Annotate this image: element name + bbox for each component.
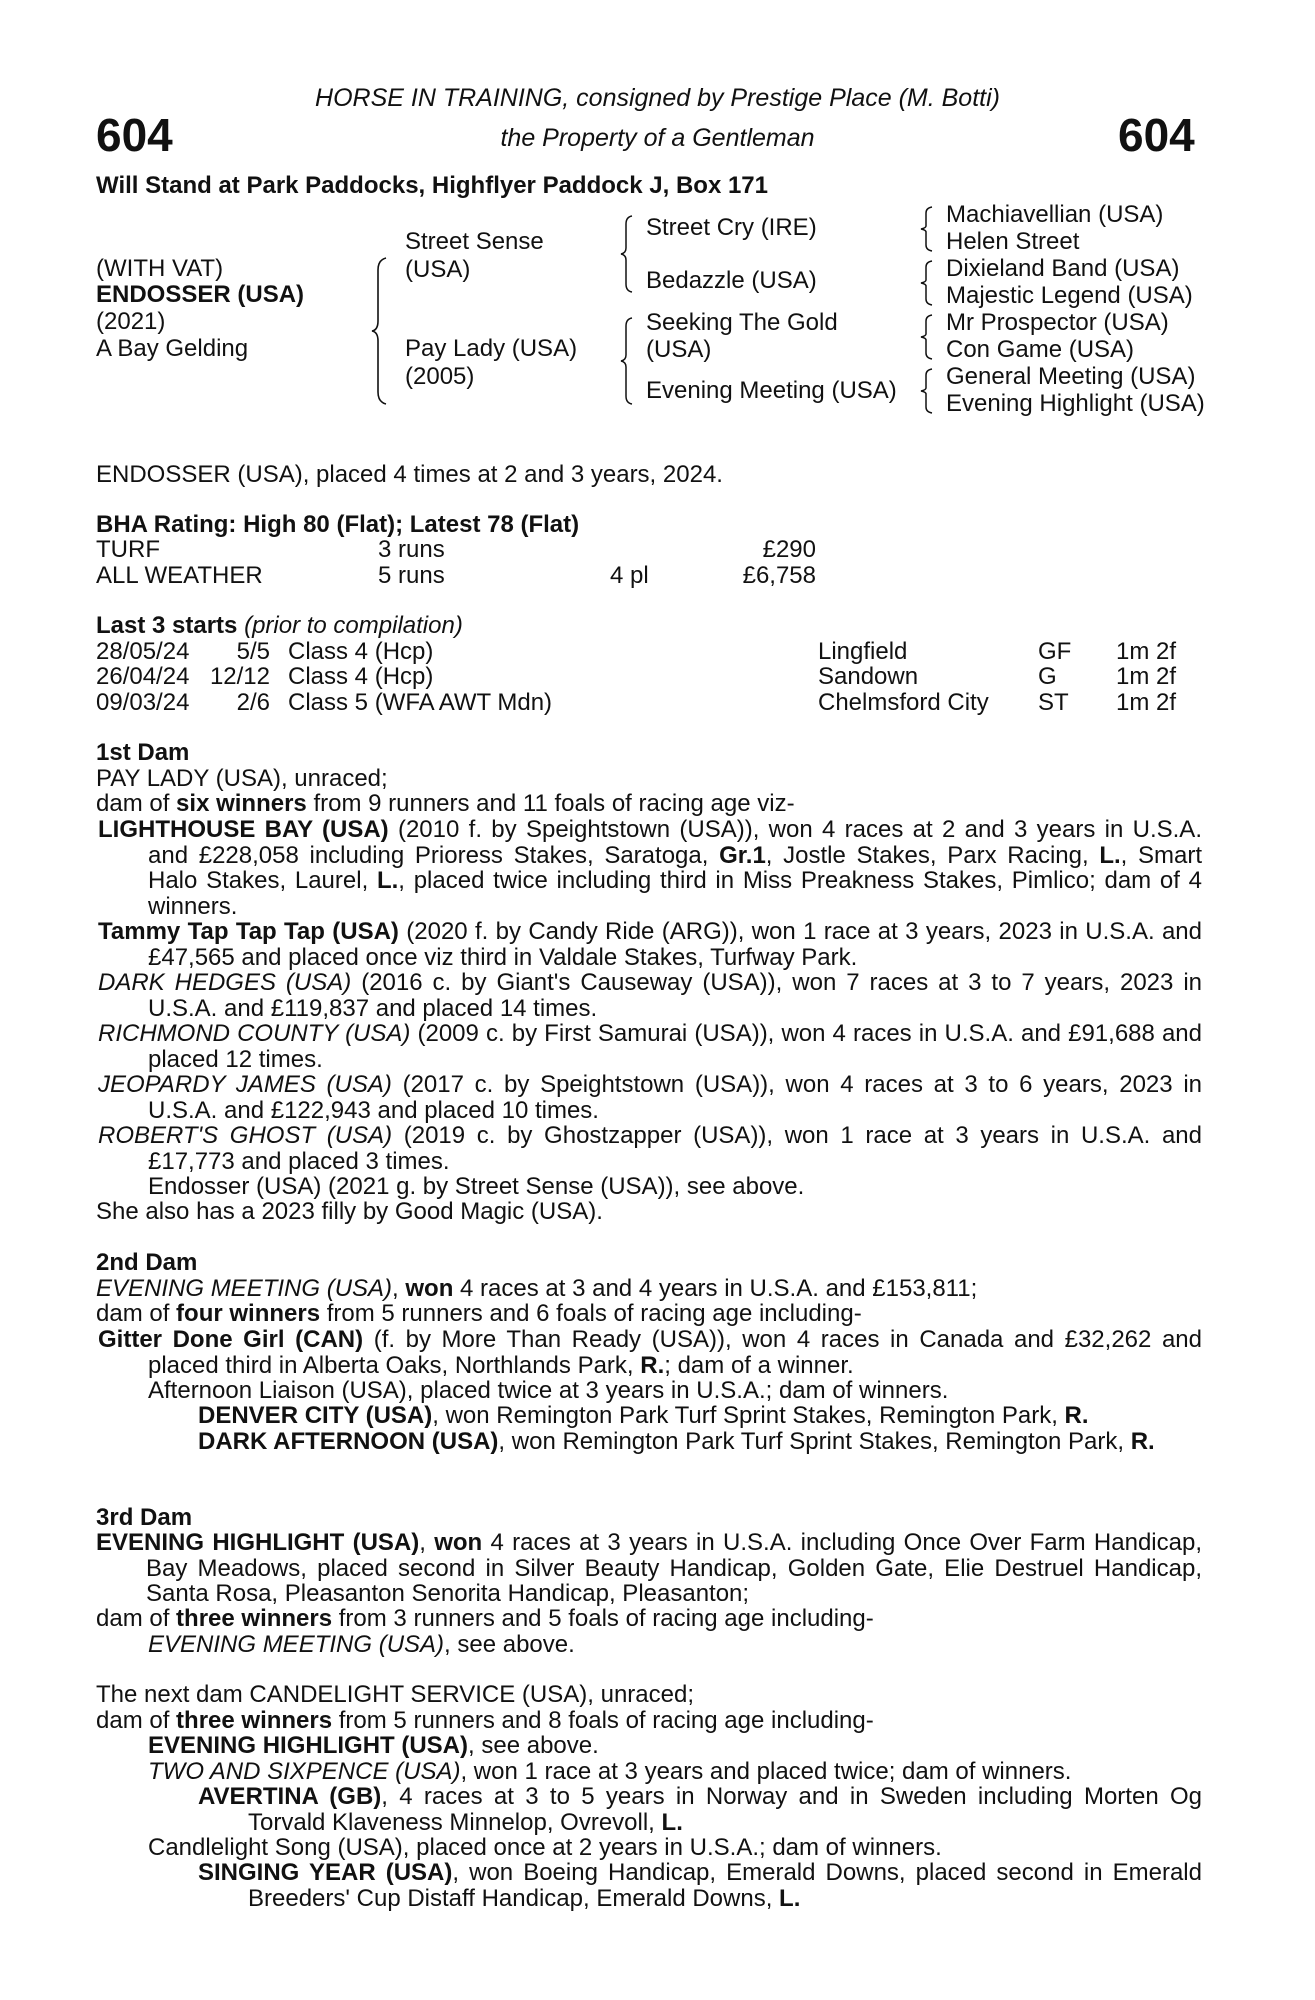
rating-runs: 3 runs	[378, 536, 445, 563]
start-race: Class 4 (Hcp)	[288, 638, 434, 665]
pedigree-gen3-4: Majestic Legend (USA)	[946, 282, 1193, 309]
pedigree-gen3-5: Mr Prospector (USA)	[946, 309, 1169, 336]
rating-placed: 4 pl	[610, 562, 649, 589]
dam-produce-summary: dam of four winners from 5 runners and 6 foals of racing age including-	[96, 1300, 862, 1327]
produce-entry: DENVER CITY (USA), won Remington Park Turf Sprint Stakes, Remington Park, R.	[198, 1402, 1089, 1429]
pedigree-brace-g2	[920, 259, 934, 307]
start-position: 5/5	[236, 638, 270, 665]
produce-entry: JEOPARDY JAMES (USA) (2017 c. by Speightstown (USA)), won 4 races at 3 to 6 years, 2023 in U.S.A. and £122,943 and placed 10 times.	[98, 1071, 1202, 1124]
produce-entry: SINGING YEAR (USA), won Boeing Handicap, Emerald Downs, placed second in Emerald Breeders' Cup Distaff Handicap, Emerald Downs, L.	[198, 1859, 1202, 1912]
start-distance: 1m 2f	[1116, 689, 1177, 716]
rating-surface: ALL WEATHER	[96, 562, 263, 589]
produce-entry: EVENING MEETING (USA), see above.	[148, 1631, 575, 1658]
pedigree-brace-g1	[920, 205, 934, 253]
rating-runs: 5 runs	[378, 562, 445, 589]
start-course: Lingfield	[818, 638, 908, 665]
start-date: 26/04/24	[96, 663, 190, 690]
pedigree-gen3-2: Helen Street	[946, 228, 1080, 255]
rating-prize: £290	[762, 536, 816, 563]
produce-entry: AVERTINA (GB), 4 races at 3 to 5 years in Norway and in Sweden including Morten Og Torvald Klaveness Minnelop, Ovrevoll, L.	[198, 1783, 1202, 1836]
produce-entry: TWO AND SIXPENCE (USA), won 1 race at 3 years and placed twice; dam of winners.	[148, 1758, 1072, 1785]
produce-entry: RICHMOND COUNTY (USA) (2009 c. by First Samurai (USA)), won 4 races in U.S.A. and £91,688 and placed 12 times.	[98, 1020, 1202, 1073]
rating-prize: £6,758	[742, 562, 816, 589]
produce-entry: Tammy Tap Tap Tap (USA) (2020 f. by Candy Ride (ARG)), won 1 race at 3 years, 2023 in U.S.A. and £47,565 and placed once viz third in Valdale Stakes, Turfway Park.	[98, 918, 1202, 971]
last-starts-title: Last 3 starts	[96, 612, 238, 639]
pedigree-dam: Pay Lady (USA) (2005)	[405, 335, 578, 390]
pedigree-brace-sire	[620, 214, 634, 294]
produce-entry: Endosser (USA) (2021 g. by Street Sense (USA)), see above.	[148, 1173, 805, 1200]
lot-number-left: 604	[96, 109, 173, 161]
pedigree-gen3-1: Machiavellian (USA)	[946, 201, 1164, 228]
start-course: Chelmsford City	[818, 689, 989, 716]
produce-entry: ROBERT'S GHOST (USA) (2019 c. by Ghostzapper (USA)), won 1 race at 3 years in U.S.A. and £17,773 and placed 3 times.	[98, 1122, 1203, 1175]
start-distance: 1m 2f	[1116, 638, 1177, 665]
rating-surface: TURF	[96, 536, 160, 563]
horse-vat: (WITH VAT)	[96, 255, 224, 282]
produce-entry: DARK AFTERNOON (USA), won Remington Park Turf Sprint Stakes, Remington Park, R.	[198, 1428, 1155, 1455]
last-starts-heading	[96, 613, 463, 639]
start-course: Sandown	[818, 663, 919, 690]
produce-entry: EVENING HIGHLIGHT (USA), see above.	[148, 1732, 599, 1759]
pedigree-sire-sire: Street Cry (IRE)	[646, 214, 817, 241]
pedigree-sire: Street Sense (USA)	[405, 228, 544, 283]
horse-year: (2021)	[96, 308, 166, 335]
produce-entry: DARK HEDGES (USA) (2016 c. by Giant's Causeway (USA)), won 7 races at 3 to 7 years, 2023 in U.S.A. and £119,837 and placed 14 times.	[98, 969, 1203, 1022]
header-consignor: HORSE IN TRAINING, consigned by Prestige Place (M. Botti)	[315, 84, 1000, 112]
pedigree-gen3-3: Dixieland Band (USA)	[946, 255, 1180, 282]
last-starts-note: (prior to compilation)	[244, 612, 463, 639]
pedigree-dam-sire: Seeking The Gold (USA)	[646, 309, 838, 363]
dam-produce-summary: dam of six winners from 9 runners and 11 foals of racing age viz-	[96, 790, 795, 817]
pedigree-brace-main	[370, 256, 390, 406]
dam-intro: EVENING MEETING (USA), won 4 races at 3 and 4 years in U.S.A. and £153,811;	[96, 1275, 978, 1302]
produce-entry: Candlelight Song (USA), placed once at 2 years in U.S.A.; dam of winners.	[148, 1834, 942, 1861]
section-heading: 2nd Dam	[96, 1249, 198, 1276]
produce-entry: Gitter Done Girl (CAN) (f. by More Than Ready (USA)), won 4 races in Canada and £32,262 and placed third in Alberta Oaks, Northlands Park, R.; dam of a winner.	[98, 1326, 1202, 1379]
dam-intro: The next dam CANDELIGHT SERVICE (USA), unraced;	[96, 1681, 694, 1708]
start-position: 2/6	[236, 689, 270, 716]
section-heading: 1st Dam	[96, 739, 190, 766]
horse-description: A Bay Gelding	[96, 335, 249, 362]
dam-intro: PAY LADY (USA), unraced;	[96, 765, 388, 792]
start-position: 12/12	[209, 663, 270, 690]
start-race: Class 4 (Hcp)	[288, 663, 434, 690]
dam-intro: EVENING HIGHLIGHT (USA), won 4 races at 3 years in U.S.A. including Once Over Farm Handicap, Bay Meadows, placed second in Silver Beauty Handicap, Golden Gate, Elie Destruel Handicap, Santa Rosa, Pleasanton Senorita Handicap, Pleasanton;	[96, 1529, 1202, 1607]
section-heading: 3rd Dam	[96, 1504, 193, 1531]
start-going: ST	[1038, 689, 1069, 716]
pedigree-dam-dam: Evening Meeting (USA)	[646, 377, 897, 404]
pedigree-brace-g3	[920, 313, 934, 361]
dam-produce-summary: dam of three winners from 5 runners and 8 foals of racing age including-	[96, 1707, 874, 1734]
pedigree-gen3-6: Con Game (USA)	[946, 336, 1135, 363]
start-distance: 1m 2f	[1116, 663, 1177, 690]
pedigree-brace-g4	[920, 367, 934, 415]
produce-entry: LIGHTHOUSE BAY (USA) (2010 f. by Speightstown (USA)), won 4 races at 2 and 3 years in U.S.A. and £228,058 including Prioress Stakes, Saratoga, Gr.1, Jostle Stakes, Parx Racing, L., Smart Halo Stakes, Laurel, L., placed twice including third in Miss Preakness Stakes, Pimlico; dam of 4 winners.	[98, 816, 1203, 920]
pedigree-sire-dam: Bedazzle (USA)	[646, 267, 817, 294]
produce-entry: Afternoon Liaison (USA), placed twice at 3 years in U.S.A.; dam of winners.	[148, 1377, 949, 1404]
start-going: G	[1038, 663, 1057, 690]
dam-footnote: She also has a 2023 filly by Good Magic (USA).	[96, 1198, 603, 1225]
start-date: 28/05/24	[96, 638, 190, 665]
dam-produce-summary: dam of three winners from 3 runners and 5 foals of racing age including-	[96, 1605, 874, 1632]
pedigree-brace-dam	[620, 316, 634, 406]
bha-rating: BHA Rating: High 80 (Flat); Latest 78 (Flat)	[96, 511, 580, 538]
start-date: 09/03/24	[96, 689, 190, 716]
stand-location: Will Stand at Park Paddocks, Highflyer Paddock J, Box 171	[96, 172, 768, 199]
lot-number-right: 604	[1118, 109, 1195, 161]
pedigree-gen3-7: General Meeting (USA)	[946, 363, 1196, 390]
pedigree-gen3-8: Evening Highlight (USA)	[946, 390, 1205, 417]
header-property: the Property of a Gentleman	[500, 124, 815, 152]
horse-name: ENDOSSER (USA)	[96, 281, 305, 308]
start-race: Class 5 (WFA AWT Mdn)	[288, 689, 553, 716]
start-going: GF	[1038, 638, 1072, 665]
race-summary: ENDOSSER (USA), placed 4 times at 2 and 3 years, 2024.	[96, 461, 723, 488]
